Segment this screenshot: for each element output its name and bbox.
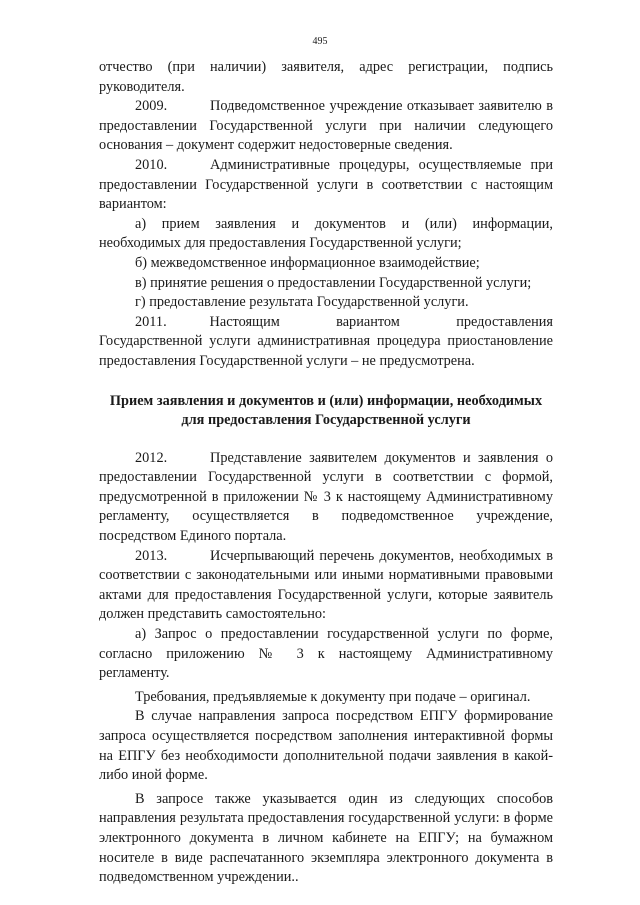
- paragraph-2012: 2012. Представление заявителем документов и заявления о предоставлении Государственной услуги в соответствии с формой, предусмотренной в приложении № 3 к настоящему Административному регламенту, осуществляется в подведомственное учреждение, посредством Единого портала.: [99, 449, 553, 545]
- paragraph-2011: 2011. Настоящим вариантом предоставления Государственной услуги административная процедура приостановление предоставления Государственной услуги – не предусмотрена.: [99, 313, 553, 369]
- list-item-c: в) принятие решения о предоставлении Государственной услуги;: [135, 274, 532, 291]
- paragraph-2013: 2013. Исчерпывающий перечень документов, необходимых в соответствии с законодательными или иными нормативными правовыми актами для предоставления Государственной услуги, которые заявитель должен представить самостоятельно:: [99, 547, 553, 623]
- list-item-a-request: а) Запрос о предоставлении государственной услуги по форме, согласно приложению № 3 к настоящему Административному регламенту.: [99, 626, 553, 682]
- paragraph-result-delivery: В запросе также указывается один из следующих способов направления результата предоставления государственной услуги: в форме электронного документа в личном кабинете на ЕПГУ; на бумажном носителе в виде распечатанного экземпляра электронного документа в подведомственном учреждении..: [99, 790, 553, 886]
- paragraph-2009: 2009. Подведомственное учреждение отказывает заявителю в предоставлении Государственной услуги при наличии следующего основания – документ содержит недостоверные сведения.: [99, 98, 553, 154]
- page-number: 495: [312, 36, 328, 47]
- paragraph-epgu-request: В случае направления запроса посредством ЕПГУ формирование запроса осуществляется посредством заполнения интерактивной формы на ЕПГУ без необходимости дополнительной подачи заявления в какой-либо иной форме.: [99, 708, 553, 784]
- list-item-a: а) прием заявления и документов и (или) информации, необходимых для предоставления Государственной услуги;: [99, 215, 553, 252]
- section-heading: Прием заявления и документов и (или) информации, необходимых для предоставления Государственной услуги: [109, 392, 543, 429]
- paragraph-requirements: Требования, предъявляемые к документу при подаче – оригинал.: [135, 688, 531, 705]
- list-item-d: г) предоставление результата Государственной услуги.: [135, 294, 469, 311]
- list-item-b: б) межведомственное информационное взаимодействие;: [135, 254, 480, 271]
- document-body: [99, 58, 553, 888]
- paragraph-applicant-details: отчество (при наличии) заявителя, адрес регистрации, подпись руководителя.: [99, 59, 553, 95]
- paragraph-2010: 2010. Административные процедуры, осуществляемые при предоставлении Государственной услуги в соответствии с настоящим вариантом:: [99, 156, 553, 213]
